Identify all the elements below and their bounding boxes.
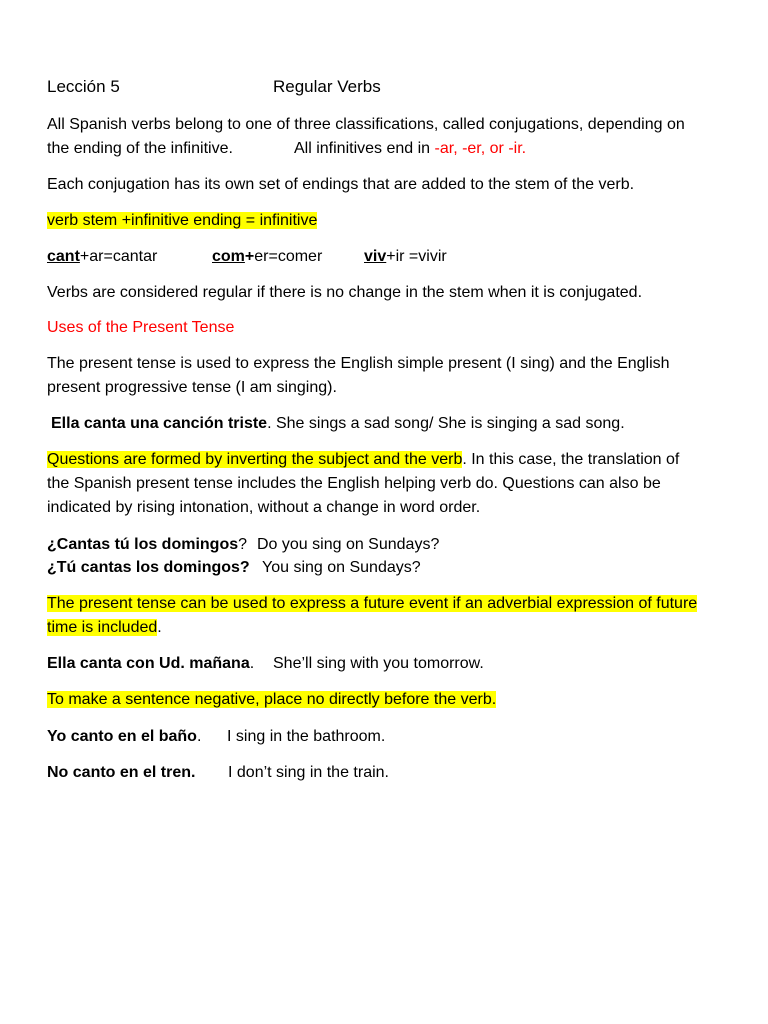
future-example-english: She’ll sing with you tomorrow. <box>273 655 484 672</box>
formula-highlight: verb stem +infinitive ending = infinitive <box>47 212 318 229</box>
regular-paragraph: Verbs are considered regular if there is no change in the stem when it is conjugated. <box>47 284 643 301</box>
stem-cant: cant <box>47 248 80 265</box>
lesson-number: Lección 5 <box>47 77 120 96</box>
example-comer: com+er=comer <box>212 248 323 265</box>
negative-example-2: No canto en el tren. <box>47 764 196 781</box>
questions-line-3: indicated by rising intonation, without a change in word order. <box>47 499 481 516</box>
questions-line-1: Questions are formed by inverting the subject and the verb. In this case, the translation of <box>47 451 680 468</box>
example-cantar: cant+ar=cantar <box>47 248 158 265</box>
endings-paragraph: Each conjugation has its own set of endings that are added to the stem of the verb. <box>47 176 635 193</box>
question-example-1-english: Do you sing on Sundays? <box>257 536 440 553</box>
present-line-2: present progressive tense (I am singing). <box>47 379 337 396</box>
future-line-2: time is included. <box>47 619 162 636</box>
stem-com: com <box>212 248 245 265</box>
future-example: Ella canta con Ud. mañana. <box>47 655 255 672</box>
question-example-2-english: You sing on Sundays? <box>262 559 421 576</box>
present-line-1: The present tense is used to express the English simple present (I sing) and the English <box>47 355 670 372</box>
negative-example-1-english: I sing in the bathroom. <box>227 728 386 745</box>
negative-example-1: Yo canto en el baño. <box>47 728 202 745</box>
intro-line-2: the ending of the infinitive. <box>47 140 233 157</box>
questions-highlight: Questions are formed by inverting the subject and the verb <box>47 451 463 468</box>
negative-line <box>47 690 496 710</box>
future-highlight-2: time is included <box>47 619 158 636</box>
questions-line-2: the Spanish present tense includes the English helping verb do. Questions can also be <box>47 475 661 492</box>
negative-example-2-english: I don’t sing in the train. <box>228 764 389 781</box>
future-line-1 <box>47 594 697 614</box>
question-example-1: ¿Cantas tú los domingos? <box>47 536 248 553</box>
intro-line-2-infinitives: All infinitives end in -ar, -er, or -ir. <box>294 140 527 157</box>
ella-spanish: Ella canta una canción triste <box>51 415 268 432</box>
page-title: Regular Verbs <box>273 77 381 96</box>
example-vivir: viv+ir =vivir <box>364 248 447 265</box>
ella-example: Ella canta una canción triste. She sings a sad song/ She is singing a sad song. <box>51 415 625 432</box>
uses-heading: Uses of the Present Tense <box>47 319 235 336</box>
intro-line-1: All Spanish verbs belong to one of three classifications, called conjugations, depending on <box>47 116 685 133</box>
lesson-header <box>47 77 120 97</box>
infinitive-endings: -ar, -er, or -ir. <box>434 140 527 157</box>
stem-viv: viv <box>364 248 387 265</box>
future-highlight-1: The present tense can be used to express a future event if an adverbial expression of future <box>47 595 698 612</box>
negative-highlight: To make a sentence negative, place no directly before the verb. <box>47 691 497 708</box>
formula-line <box>47 211 317 231</box>
question-example-2: ¿Tú cantas los domingos? <box>47 559 250 576</box>
